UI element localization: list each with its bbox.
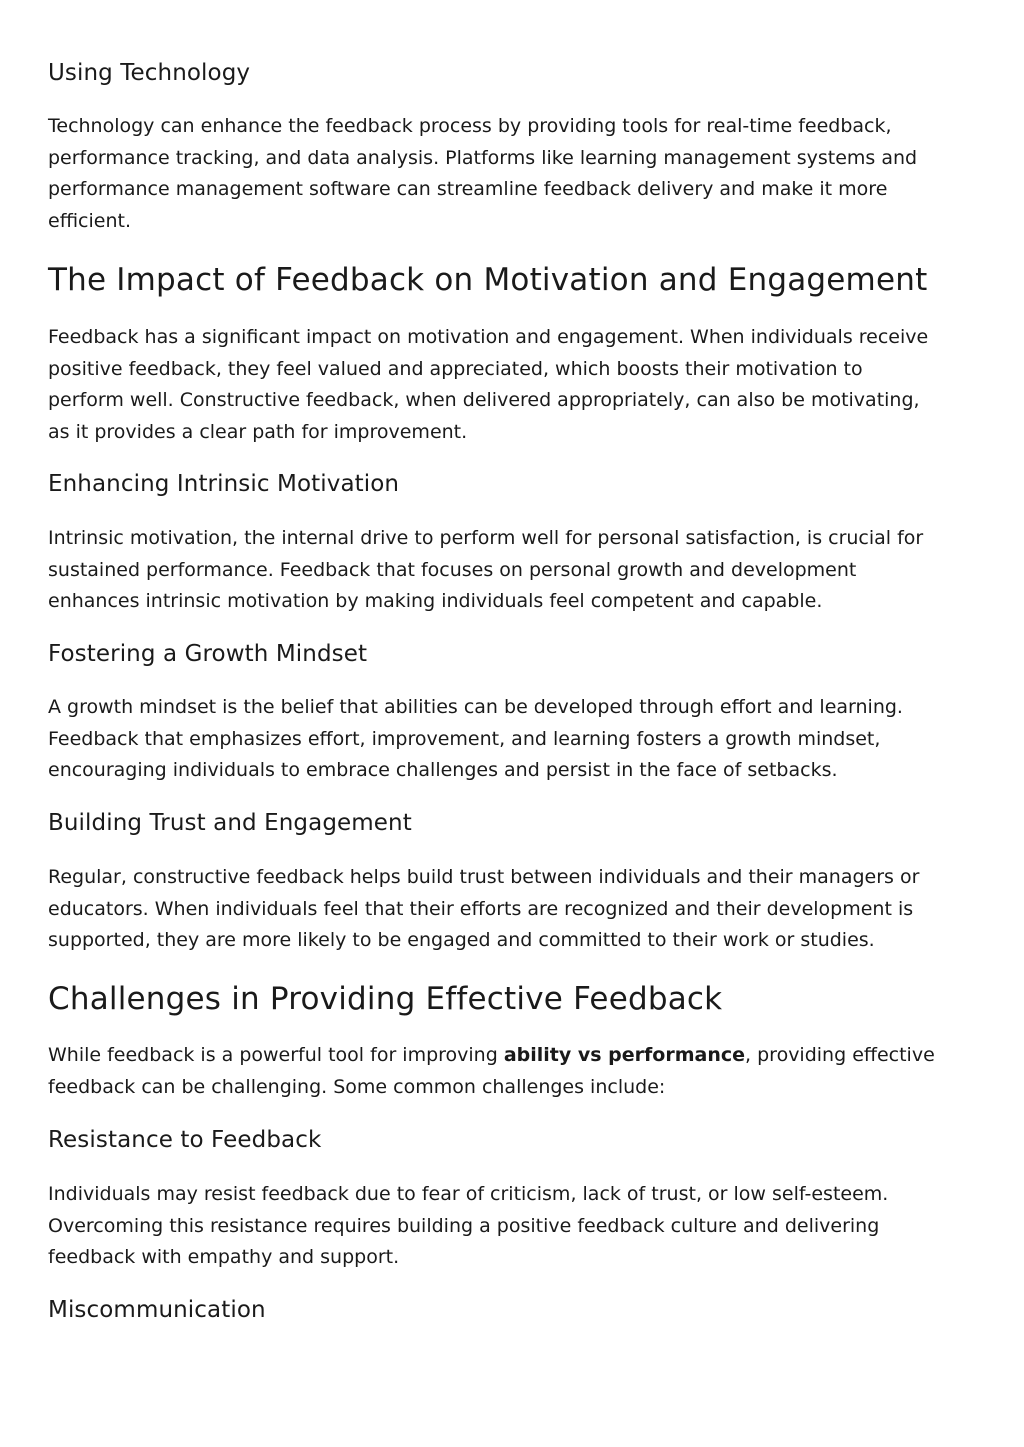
paragraph-resistance bbox=[48, 1179, 978, 1274]
paragraph-line: encouraging individuals to embrace challenges and persist in the face of setbacks. bbox=[48, 759, 838, 781]
heading-challenges: Challenges in Providing Effective Feedback bbox=[48, 981, 723, 1017]
paragraph-line: Regular, constructive feedback helps build trust between individuals and their managers or bbox=[48, 866, 920, 888]
paragraph-line: Intrinsic motivation, the internal drive to perform well for personal satisfaction, is crucial for bbox=[48, 527, 924, 549]
paragraph-text: While feedback is a powerful tool for improving bbox=[48, 1044, 504, 1066]
paragraph-line: performance management software can streamline feedback delivery and make it more bbox=[48, 178, 888, 200]
heading-miscommunication: Miscommunication bbox=[48, 1297, 266, 1323]
paragraph-text: , providing effective bbox=[745, 1044, 935, 1066]
paragraph-impact bbox=[48, 322, 978, 448]
paragraph-line: Feedback has a significant impact on motivation and engagement. When individuals receive bbox=[48, 326, 929, 348]
heading-using-technology: Using Technology bbox=[48, 60, 251, 86]
paragraph-line: positive feedback, they feel valued and appreciated, which boosts their motivation to bbox=[48, 357, 863, 380]
paragraph-line: A growth mindset is the belief that abilities can be developed through effort and learning. bbox=[48, 696, 903, 718]
paragraph-intrinsic-motivation bbox=[48, 523, 978, 618]
bold-keyword: ability vs performance bbox=[503, 1044, 746, 1066]
paragraph-line bbox=[48, 1040, 978, 1072]
paragraph-growth-mindset bbox=[48, 692, 978, 787]
paragraph-line: enhances intrinsic motivation by making individuals feel competent and capable. bbox=[48, 590, 823, 612]
paragraph-line: supported, they are more likely to be engaged and committed to their work or studies. bbox=[48, 929, 875, 951]
heading-growth-mindset: Fostering a Growth Mindset bbox=[48, 641, 368, 667]
paragraph-line: Overcoming this resistance requires building a positive feedback culture and delivering bbox=[48, 1214, 880, 1237]
paragraph-line: sustained performance. Feedback that focuses on personal growth and development bbox=[48, 558, 857, 581]
heading-impact: The Impact of Feedback on Motivation and Engagement bbox=[48, 262, 928, 298]
paragraph-trust-engagement bbox=[48, 862, 978, 957]
paragraph-line: performance tracking, and data analysis. Platforms like learning management systems and bbox=[48, 146, 918, 169]
paragraph-line: educators. When individuals feel that their efforts are recognized and their development is bbox=[48, 897, 914, 920]
heading-resistance: Resistance to Feedback bbox=[48, 1127, 322, 1153]
paragraph-line: efficient. bbox=[48, 209, 132, 232]
paragraph-line: feedback can be challenging. Some common challenges include: bbox=[48, 1075, 666, 1098]
heading-trust-engagement: Building Trust and Engagement bbox=[48, 810, 412, 836]
paragraph-line: feedback with empathy and support. bbox=[48, 1246, 400, 1268]
paragraph-line: perform well. Constructive feedback, when delivered appropriately, can also be motivating, bbox=[48, 389, 920, 411]
paragraph-line: as it provides a clear path for improvement. bbox=[48, 420, 468, 443]
paragraph-using-technology bbox=[48, 111, 978, 237]
paragraph-challenges bbox=[48, 1040, 978, 1103]
paragraph-line: Technology can enhance the feedback process by providing tools for real-time feedback, bbox=[48, 115, 892, 137]
paragraph-line: Feedback that emphasizes effort, improvement, and learning fosters a growth mindset, bbox=[48, 727, 881, 750]
heading-intrinsic-motivation: Enhancing Intrinsic Motivation bbox=[48, 471, 400, 497]
paragraph-line: Individuals may resist feedback due to fear of criticism, lack of trust, or low self-esteem. bbox=[48, 1183, 889, 1205]
